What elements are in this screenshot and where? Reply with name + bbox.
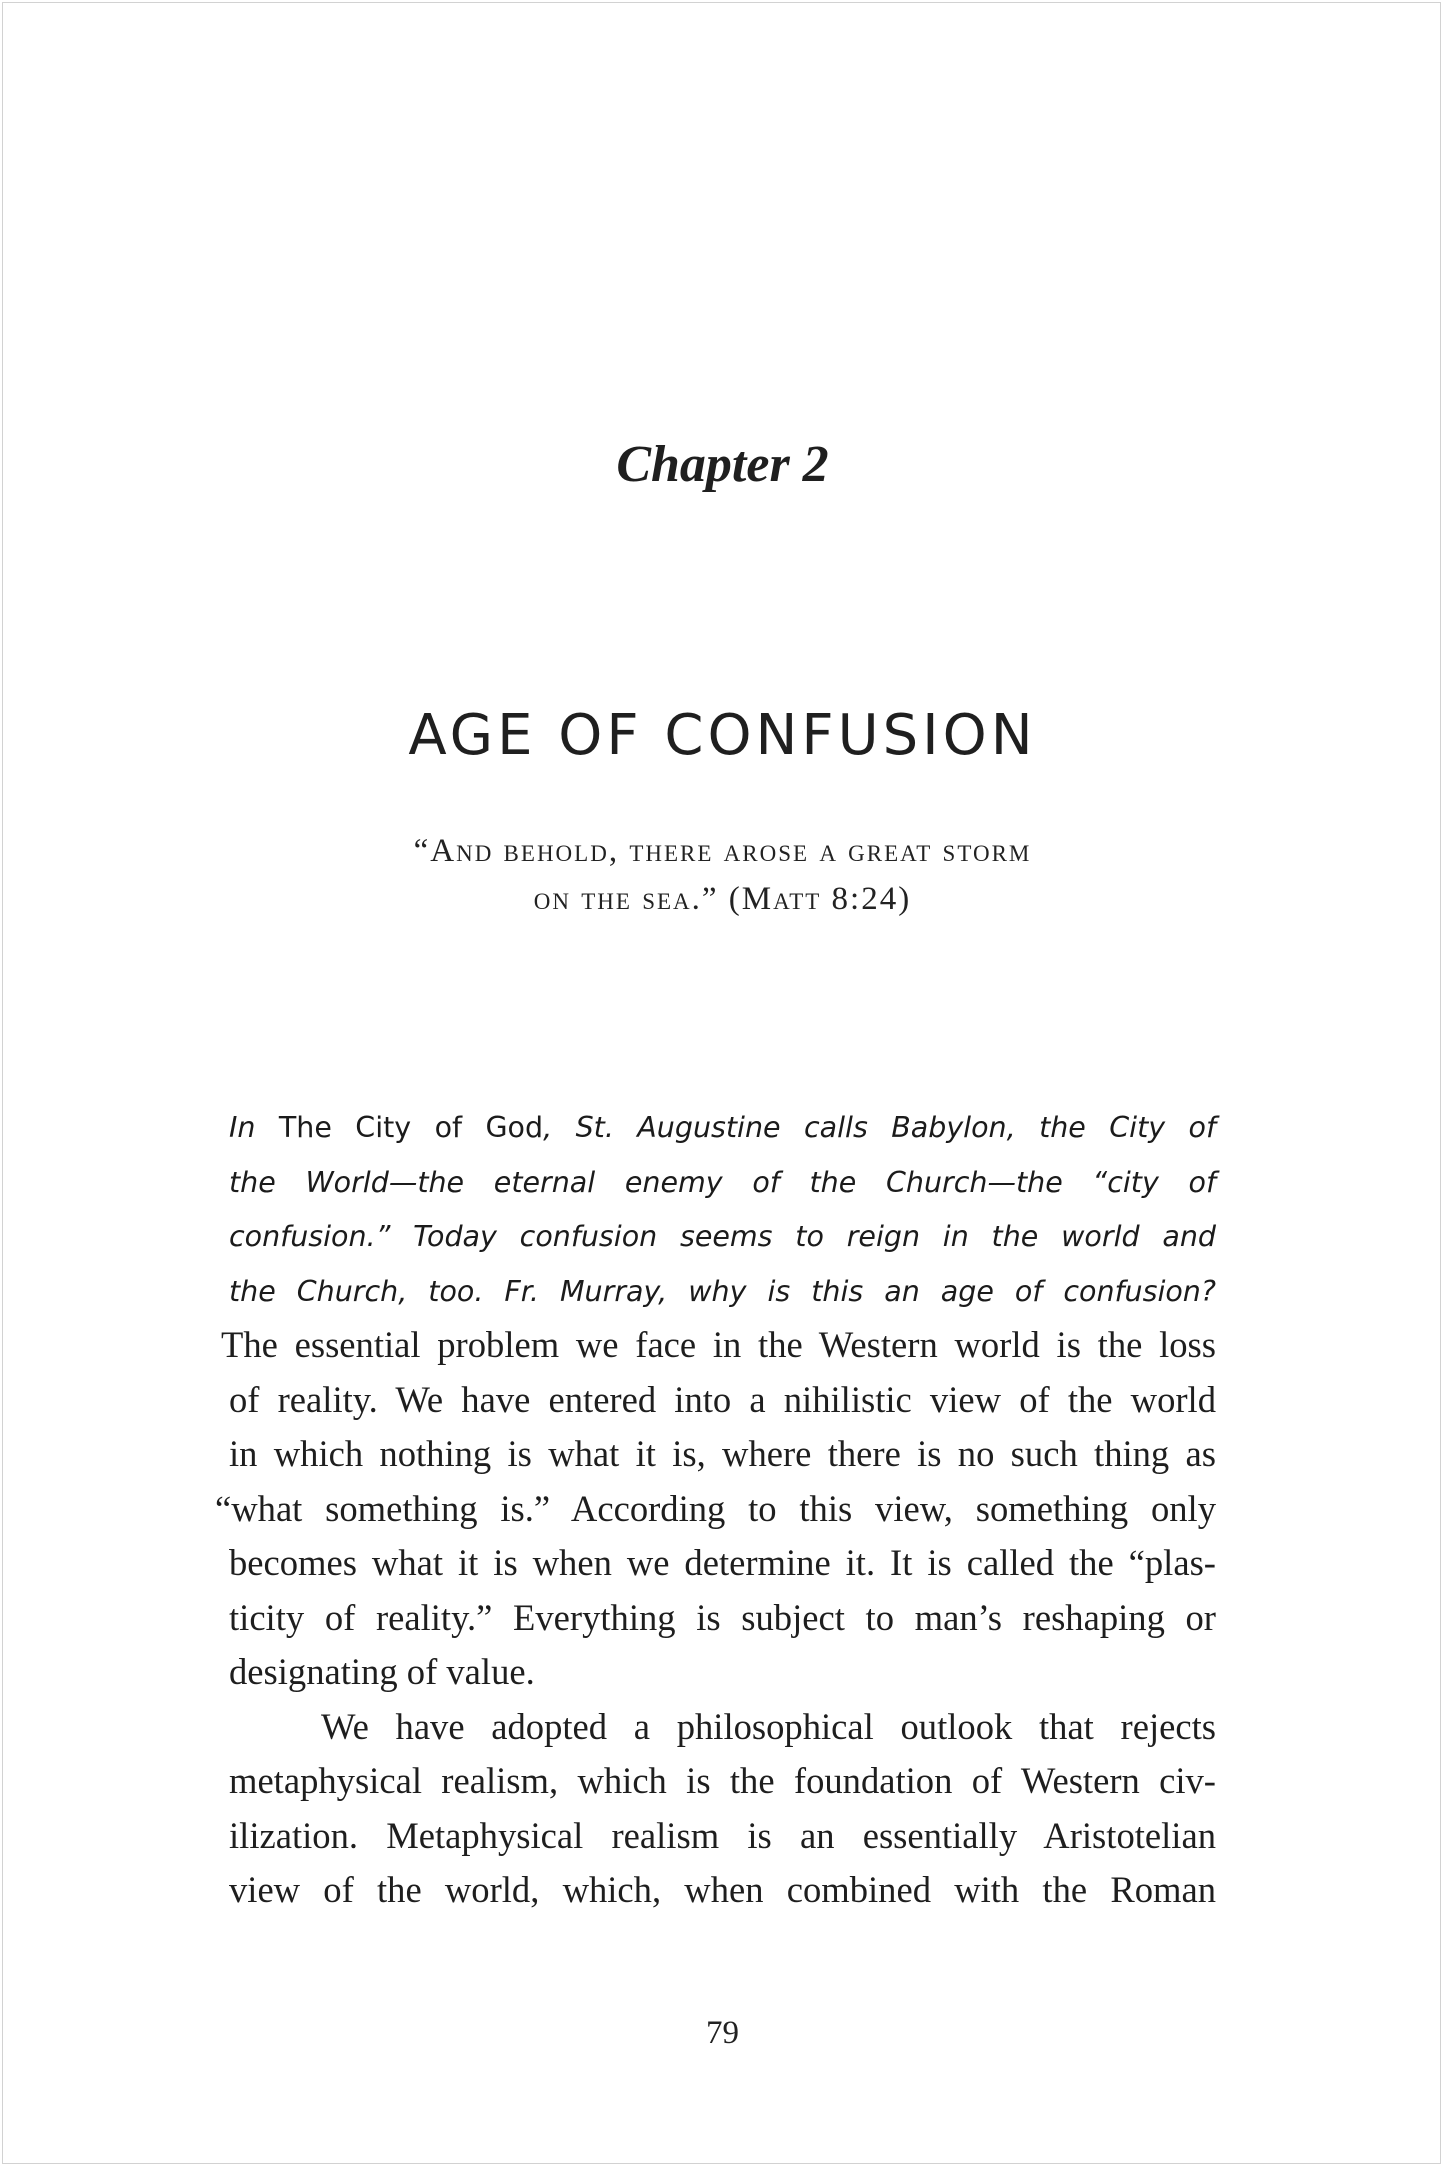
chapter-title: AGE OF CONFUSION bbox=[408, 703, 1037, 768]
text-line: The essential problem we face in the Western world is the loss bbox=[221, 1324, 1216, 1365]
epigraph-line: on the sea.” (Matt 8:24) bbox=[533, 881, 912, 917]
question-line: confusion.” Today confusion seems to reign in the world and bbox=[229, 1220, 1216, 1253]
text-line: of reality. We have entered into a nihilistic view of the world bbox=[229, 1378, 1216, 1420]
interview-question bbox=[229, 1101, 1216, 1319]
text-line: designating of value. bbox=[229, 1651, 535, 1692]
epigraph-line: “And behold, there arose a great storm bbox=[413, 833, 1032, 869]
text-line: in which nothing is what it is, where there is no such thing as bbox=[229, 1433, 1216, 1474]
paragraph bbox=[229, 1700, 1216, 1918]
chapter-label: Chapter 2 bbox=[616, 436, 829, 493]
text-line: view of the world, which, when combined with the Roman bbox=[229, 1869, 1216, 1910]
text-line: “what something is.” According to this view, something only bbox=[215, 1487, 1216, 1529]
question-line: the Church, too. Fr. Murray, why is this an age of confusion? bbox=[229, 1274, 1216, 1308]
text-line: We have adopted a philosophical outlook that rejects bbox=[321, 1705, 1216, 1747]
text-line: ilization. Metaphysical realism is an essentially Aristotelian bbox=[229, 1814, 1216, 1856]
text-line: becomes what it is when we determine it. It is called the “plas- bbox=[229, 1542, 1216, 1583]
question-lead: In bbox=[229, 1111, 279, 1144]
book-title: The City of God bbox=[278, 1111, 544, 1144]
page-number: 79 bbox=[706, 2015, 739, 2051]
text-line: ticity of reality.” Everything is subject to man’s reshaping or bbox=[229, 1596, 1216, 1638]
question-line: the World—the eternal enemy of the Church—the “city of bbox=[229, 1165, 1216, 1199]
question-line bbox=[229, 1101, 1216, 1156]
body-text bbox=[215, 1318, 1216, 1918]
epigraph bbox=[0, 827, 1445, 923]
question-text: , St. Augustine calls Babylon, the City of bbox=[543, 1111, 1217, 1144]
text-line: metaphysical realism, which is the foundation of Western civ- bbox=[229, 1760, 1216, 1801]
paragraph bbox=[215, 1318, 1216, 1700]
